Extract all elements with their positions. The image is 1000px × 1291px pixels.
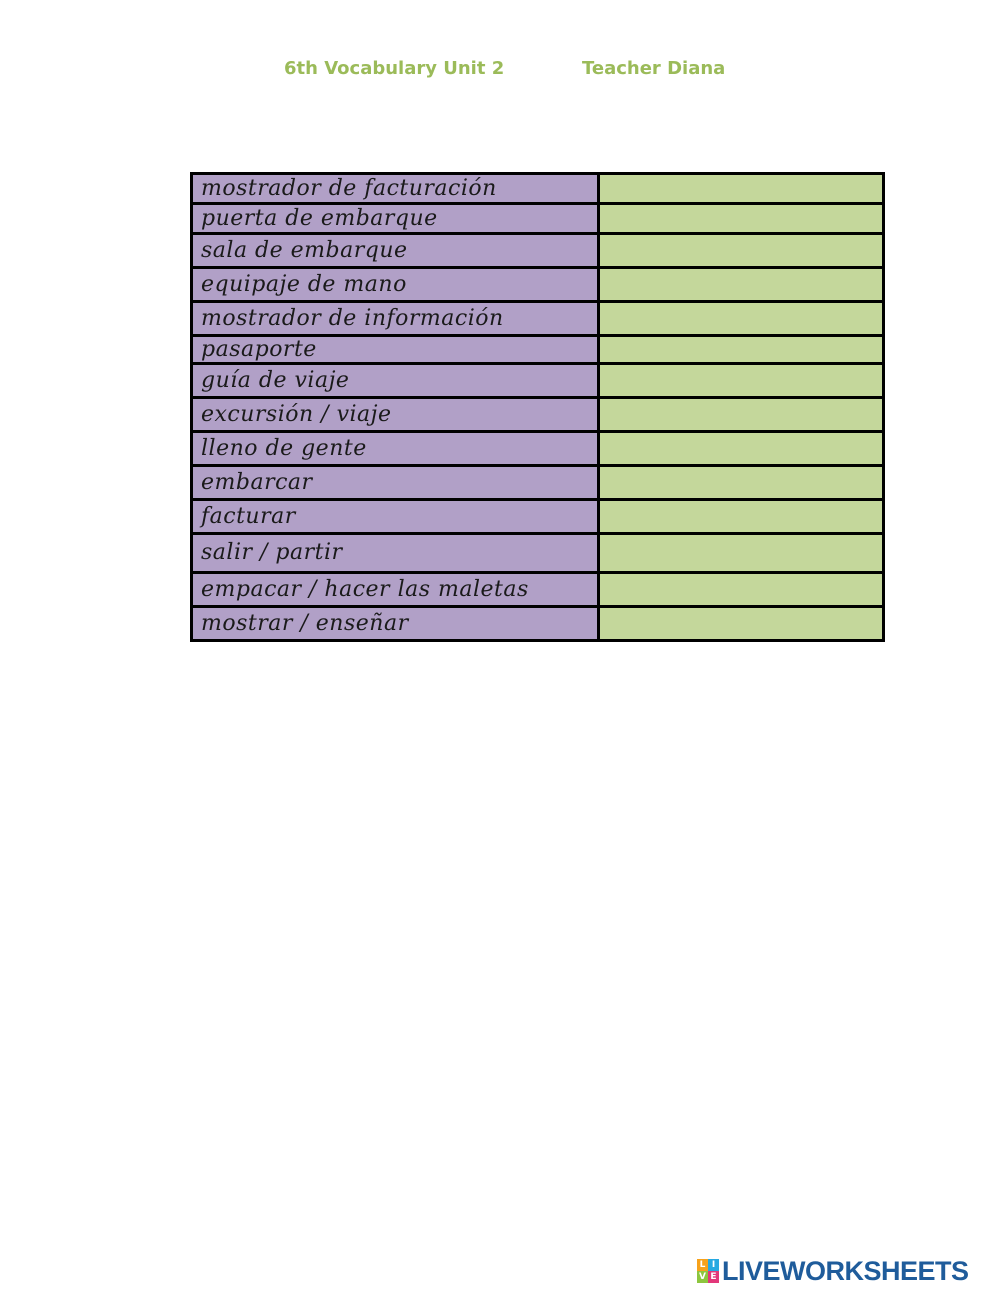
vocab-term-cell: pasaporte [192, 336, 599, 364]
answer-input[interactable] [608, 507, 882, 526]
table-row [192, 302, 884, 336]
vocab-term-cell: mostrador de información [192, 302, 599, 336]
answer-cell[interactable] [599, 174, 884, 204]
logo-mark-icon [697, 1259, 719, 1283]
liveworksheets-logo [697, 1257, 969, 1285]
answer-cell[interactable] [599, 500, 884, 534]
vocab-term-cell: lleno de gente [192, 432, 599, 466]
table-row [192, 398, 884, 432]
table-row [192, 466, 884, 500]
vocab-term-cell: sala de embarque [192, 234, 599, 268]
answer-input[interactable] [608, 371, 882, 390]
vocabulary-table [190, 172, 885, 642]
answer-input[interactable] [608, 209, 882, 228]
answer-cell[interactable] [599, 268, 884, 302]
teacher-name: Teacher Diana [582, 58, 726, 79]
answer-input[interactable] [608, 439, 882, 458]
table-row [192, 204, 884, 234]
vocab-term-cell: mostrar / enseñar [192, 607, 599, 641]
worksheet-title: 6th Vocabulary Unit 2 [284, 58, 505, 79]
vocab-term-cell: mostrador de facturación [192, 174, 599, 204]
logo-mark-letter: L [697, 1259, 708, 1271]
table-row [192, 534, 884, 573]
vocab-term-cell: empacar / hacer las maletas [192, 573, 599, 607]
answer-input[interactable] [608, 544, 882, 563]
vocab-term-cell: excursión / viaje [192, 398, 599, 432]
vocab-term-cell: facturar [192, 500, 599, 534]
answer-input[interactable] [608, 473, 882, 492]
table-row [192, 234, 884, 268]
vocab-term-cell: embarcar [192, 466, 599, 500]
vocab-term-cell: guía de viaje [192, 364, 599, 398]
vocab-term-cell: equipaje de mano [192, 268, 599, 302]
table-row [192, 573, 884, 607]
answer-input[interactable] [608, 179, 882, 198]
answer-cell[interactable] [599, 534, 884, 573]
answer-input[interactable] [608, 275, 882, 294]
table-row [192, 174, 884, 204]
answer-input[interactable] [608, 580, 882, 599]
answer-cell[interactable] [599, 573, 884, 607]
answer-input[interactable] [608, 614, 882, 633]
logo-mark-letter: V [697, 1271, 708, 1283]
vocab-term-cell: puerta de embarque [192, 204, 599, 234]
table-row [192, 607, 884, 641]
answer-cell[interactable] [599, 336, 884, 364]
answer-input[interactable] [608, 241, 882, 260]
vocabulary-table-body [192, 174, 884, 641]
answer-cell[interactable] [599, 364, 884, 398]
logo-text: LIVEWORKSHEETS [722, 1255, 969, 1286]
answer-input[interactable] [608, 309, 882, 328]
answer-cell[interactable] [599, 204, 884, 234]
answer-cell[interactable] [599, 234, 884, 268]
page-header [0, 58, 1000, 84]
table-row [192, 336, 884, 364]
answer-cell[interactable] [599, 466, 884, 500]
table-row [192, 500, 884, 534]
answer-input[interactable] [608, 405, 882, 424]
answer-cell[interactable] [599, 302, 884, 336]
answer-cell[interactable] [599, 432, 884, 466]
answer-cell[interactable] [599, 398, 884, 432]
table-row [192, 268, 884, 302]
table-row [192, 432, 884, 466]
answer-input[interactable] [608, 340, 882, 359]
vocab-term-cell: salir / partir [192, 534, 599, 573]
answer-cell[interactable] [599, 607, 884, 641]
logo-mark-letter: I [708, 1259, 719, 1271]
logo-mark-letter: E [708, 1271, 719, 1283]
table-row [192, 364, 884, 398]
